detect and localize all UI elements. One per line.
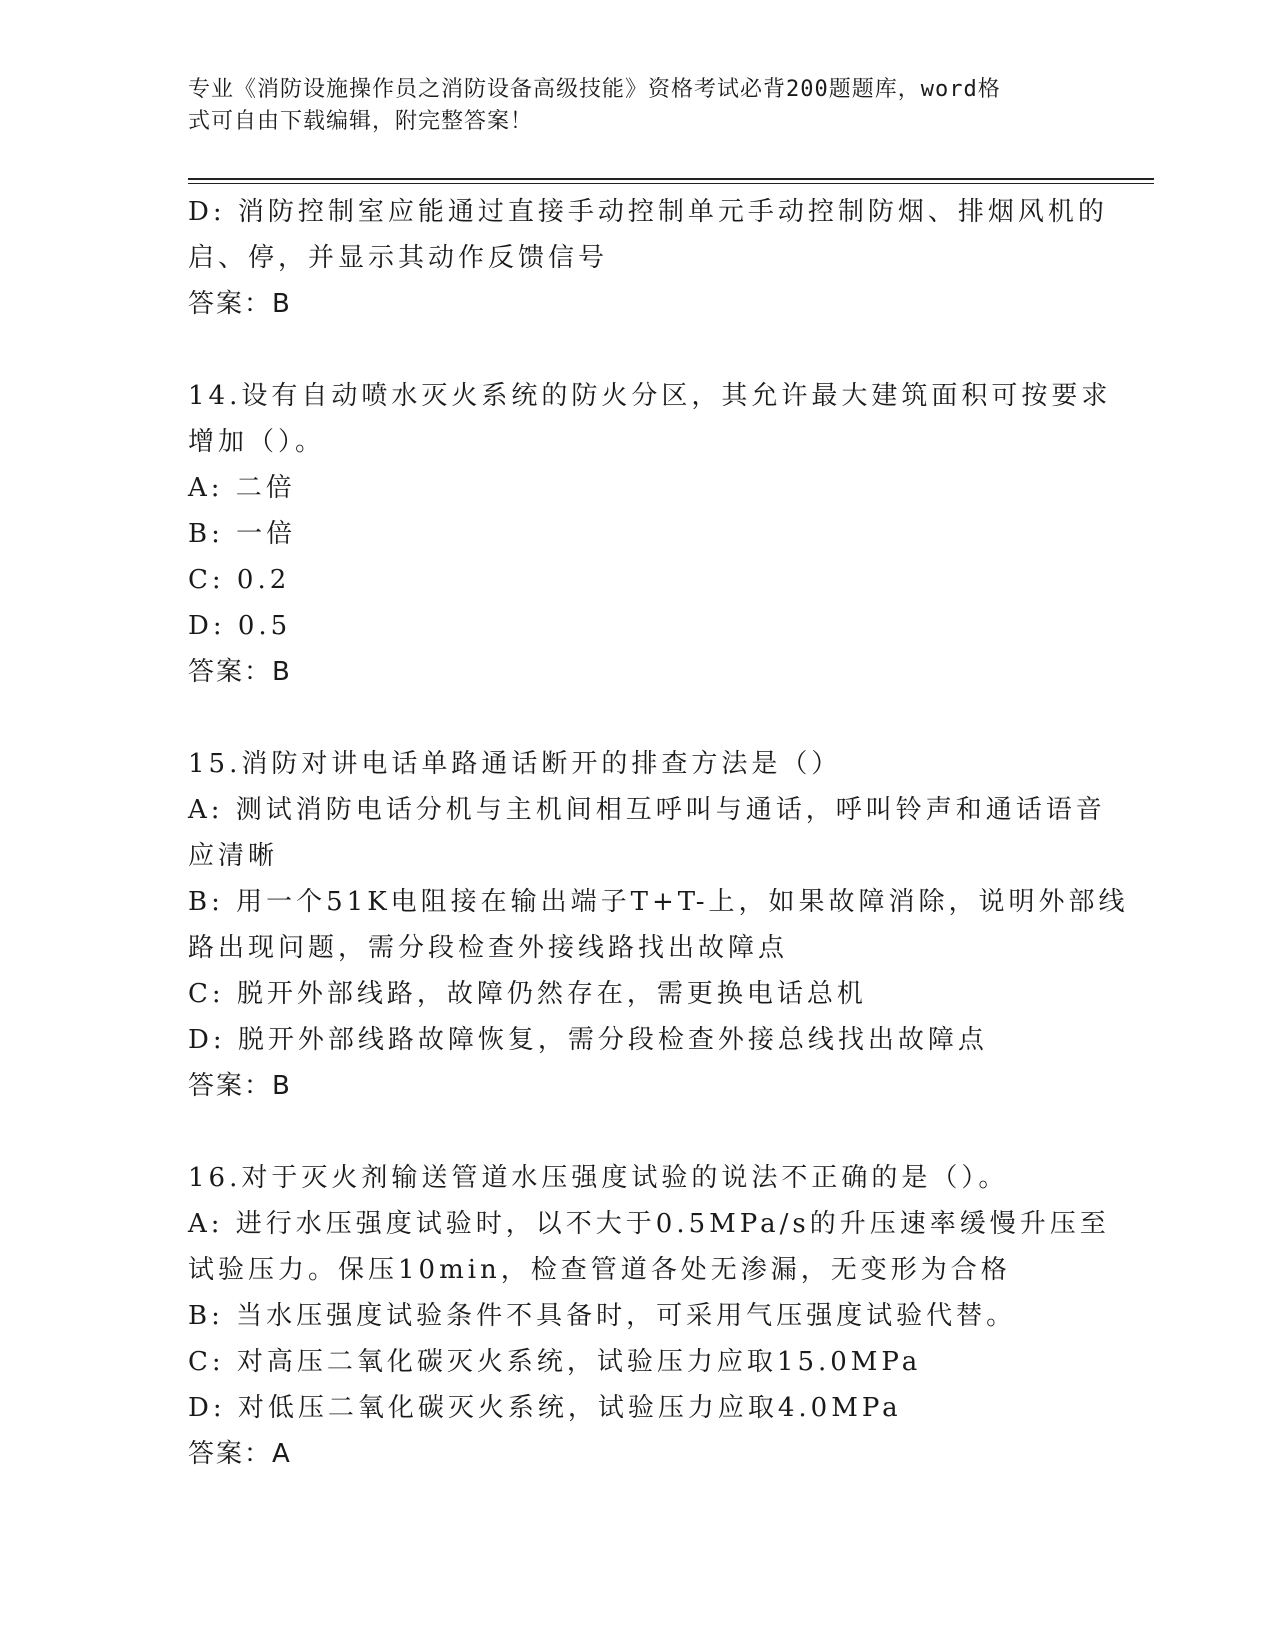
option-a: A: 二倍 bbox=[188, 473, 296, 503]
question-16 bbox=[188, 1155, 1110, 1477]
header-divider-thick bbox=[188, 178, 1154, 180]
option-a-line-1: A: 测试消防电话分机与主机间相互呼叫与通话，呼叫铃声和通话语音 bbox=[188, 795, 1106, 825]
spacer bbox=[188, 695, 1088, 741]
question-content bbox=[188, 189, 1129, 1477]
question-stem: 16.对于灭火剂输送管道水压强度试验的说法不正确的是（）。 bbox=[188, 1163, 1009, 1193]
option-a-line-2: 试验压力。保压10min，检查管道各处无渗漏，无变形为合格 bbox=[188, 1255, 1011, 1285]
question-stem-line-2: 增加（）。 bbox=[188, 427, 326, 457]
header-line-2: 式可自由下载编辑，附完整答案！ bbox=[188, 109, 534, 134]
header-divider-thin bbox=[188, 183, 1154, 184]
spacer bbox=[188, 1109, 1088, 1155]
answer-line: 答案：B bbox=[188, 1071, 292, 1101]
document-header bbox=[188, 74, 1078, 138]
spacer bbox=[188, 327, 1088, 373]
option-a-line-2: 应清晰 bbox=[188, 841, 279, 871]
question-stem-line-1: 14.设有自动喷水灭火系统的防火分区，其允许最大建筑面积可按要求 bbox=[188, 381, 1112, 411]
option-b: B: 一倍 bbox=[188, 519, 297, 549]
answer-line: 答案：B bbox=[188, 657, 292, 687]
option-b: B: 当水压强度试验条件不具备时，可采用气压强度试验代替。 bbox=[188, 1301, 1017, 1331]
option-d-line-2: 启、停，并显示其动作反馈信号 bbox=[188, 243, 609, 273]
answer-line: 答案：B bbox=[188, 289, 292, 319]
option-d: D: 0.5 bbox=[188, 611, 292, 641]
previous-question-tail bbox=[188, 189, 1108, 327]
option-c: C: 对高压二氧化碳灭火系统，试验压力应取15.0MPa bbox=[188, 1347, 922, 1377]
answer-line: 答案：A bbox=[188, 1439, 292, 1469]
option-c: C: 脱开外部线路，故障仍然存在，需更换电话总机 bbox=[188, 979, 867, 1009]
header-line-1: 专业《消防设施操作员之消防设备高级技能》资格考试必背200题题库，word格 bbox=[188, 77, 1001, 102]
option-c: C: 0.2 bbox=[188, 565, 291, 595]
option-a-line-1: A: 进行水压强度试验时，以不大于0.5MPa/s的升压速率缓慢升压至 bbox=[188, 1209, 1110, 1239]
question-15 bbox=[188, 741, 1129, 1109]
option-b-line-1: B: 用一个51K电阻接在输出端子T+T-上，如果故障消除，说明外部线 bbox=[188, 887, 1129, 917]
option-d: D: 对低压二氧化碳灭火系统，试验压力应取4.0MPa bbox=[188, 1393, 902, 1423]
question-stem: 15.消防对讲电话单路通话断开的排查方法是（） bbox=[188, 749, 842, 779]
option-b-line-2: 路出现问题，需分段检查外接线路找出故障点 bbox=[188, 933, 789, 963]
question-14 bbox=[188, 373, 1112, 695]
option-d-line-1: D: 消防控制室应能通过直接手动控制单元手动控制防烟、排烟风机的 bbox=[188, 197, 1108, 227]
option-d: D: 脱开外部线路故障恢复，需分段检查外接总线找出故障点 bbox=[188, 1025, 988, 1055]
